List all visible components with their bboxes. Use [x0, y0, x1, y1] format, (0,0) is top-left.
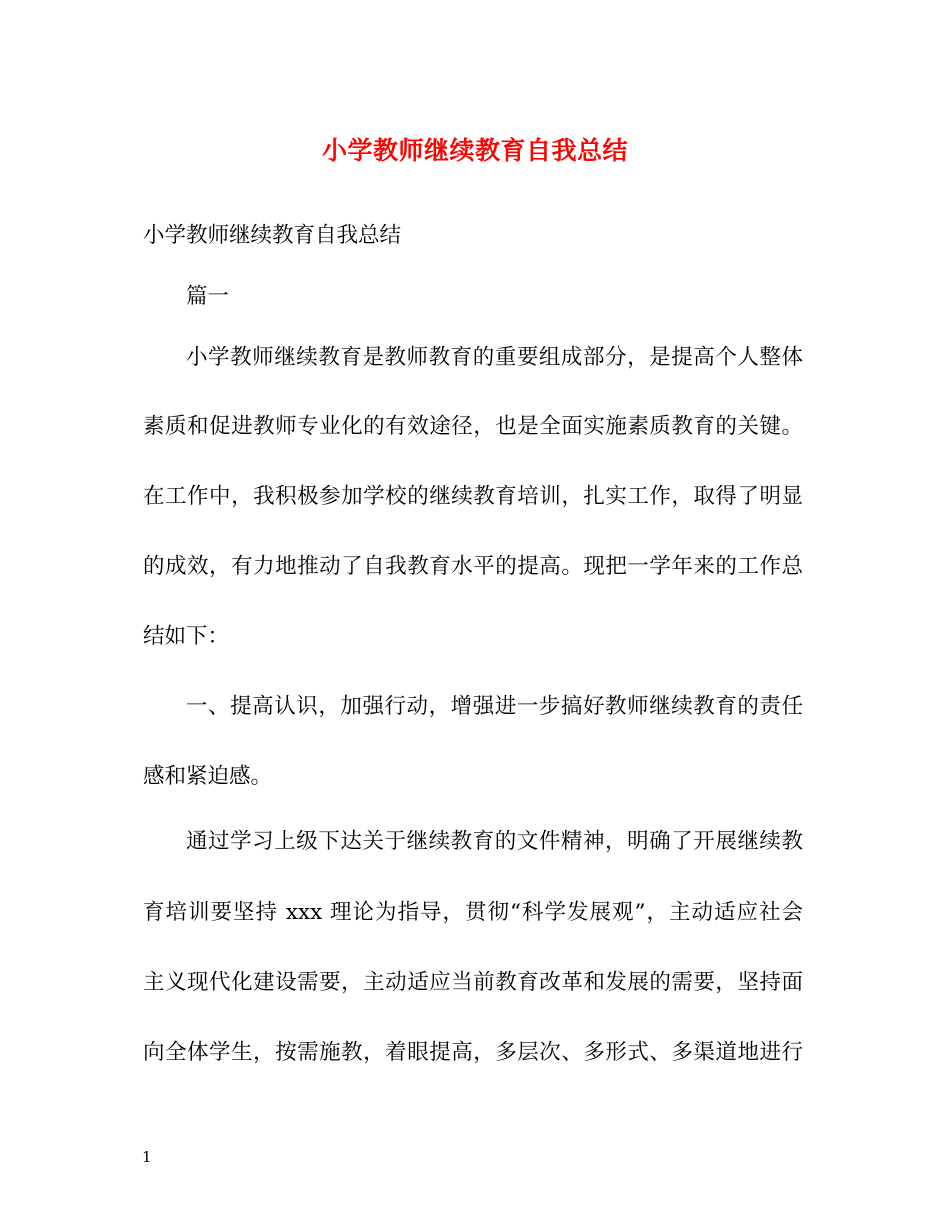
subtitle-line: 小学教师继续教育自我总结 [143, 223, 402, 248]
paragraph-line: 向全体学生，按需施教，着眼提高，多层次、多形式、多渠道地进行 [143, 1040, 803, 1065]
paragraph-line: 在工作中，我积极参加学校的继续教育培训，扎实工作，取得了明显 [143, 484, 803, 509]
paragraph-line: 素质和促进教师专业化的有效途径，也是全面实施素质教育的关键。 [143, 414, 803, 439]
paragraph-line: 的成效，有力地推动了自我教育水平的提高。现把一学年来的工作总 [143, 554, 803, 579]
paragraph-line: 小学教师继续教育是教师教育的重要组成部分，是提高个人整体 [186, 345, 803, 370]
section-heading: 篇一 [186, 284, 230, 309]
document-title: 小学教师继续教育自我总结 [321, 136, 628, 165]
paragraph-line: 结如下： [143, 624, 230, 649]
paragraph-line: 感和紧迫感。 [143, 764, 273, 789]
paragraph-line: 育培训要坚持 xxx 理论为指导，贯彻“科学发展观”，主动适应社会 [143, 900, 803, 925]
paragraph-line: 通过学习上级下达关于继续教育的文件精神，明确了开展继续教 [186, 829, 803, 854]
paragraph-line: 一、提高认识，加强行动，增强进一步搞好教师继续教育的责任 [186, 694, 803, 719]
paragraph-line: 主义现代化建设需要，主动适应当前教育改革和发展的需要，坚持面 [143, 970, 803, 995]
page-number: 1 [142, 1148, 152, 1166]
